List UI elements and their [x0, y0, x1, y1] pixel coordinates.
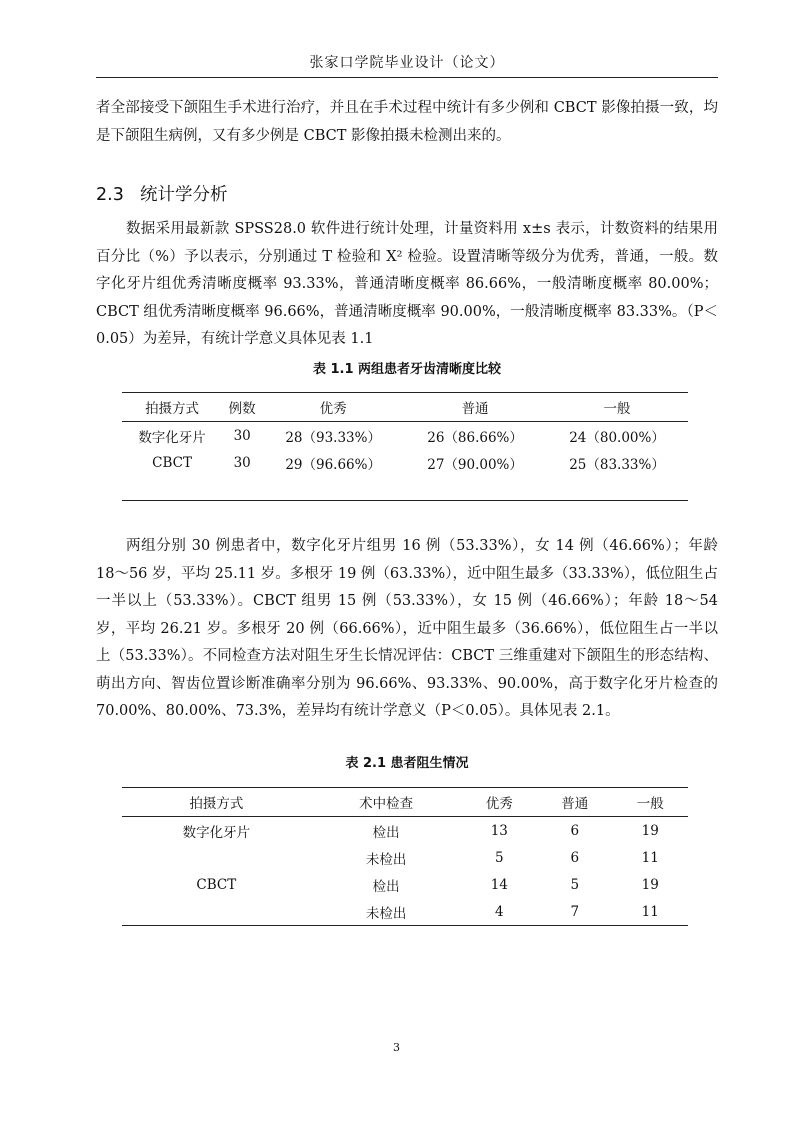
table-cell: 27（90.00%） [427, 456, 523, 473]
table-header-cell: 拍摄方式 [122, 393, 222, 422]
table-spacer-row [122, 476, 688, 501]
table-cell: 25（83.33%） [569, 456, 665, 473]
table-header-cell: 拍摄方式 [122, 788, 311, 817]
table-row [122, 449, 688, 476]
table-cell: 检出 [372, 824, 400, 841]
table-cell: CBCT [196, 876, 237, 893]
table-clarity-comparison [122, 392, 688, 501]
section-title: 统计学分析 [140, 185, 228, 205]
table-row [122, 422, 688, 450]
results-paragraph-text: 两组分别 30 例患者中，数字化牙片组男 16 例（53.33%），女 14 例（46.66%）；年龄 18～56 岁，平均 25.11 岁。多根牙 19 例（63.33%），近中阻生最多（33.33%），低位阻生占一半以上（53.33%）。CBCT 组男 15 例（53.33%），女 15 例（46.66%）；年龄 18～54 岁，平均 26.21 岁。多根牙 20 例（66.66%），近中阻生最多（36.66%），低位阻生占一半以上（53.33%）。不同检查方法对阻生牙生长情况评估：CBCT 三维重建对下颌阻生的形态结构、萌出方向、智齿位置诊断准确率分别为 96.66%、93.33%、90.00%，高于数字化牙片检查的 70.00%、80.00%、73.3%，差异均有统计学意义（P＜0.05）。具体见表 2.1。 [96, 538, 718, 719]
table-header-cell: 一般 [612, 788, 688, 817]
table-cell: 14 [490, 876, 508, 893]
stats-paragraph [96, 216, 718, 354]
table-header-cell: 优秀 [462, 788, 537, 817]
table-cell: 4 [495, 903, 504, 920]
table-cell: 30 [233, 454, 251, 471]
table-cell: 13 [490, 822, 508, 839]
stats-paragraph-text: 数据采用最新款 SPSS28.0 软件进行统计处理，计量资料用 x±s 表示，计数资料的结果用百分比（%）予以表示，分别通过 T 检验和 X² 检验。设置清晰等级分为优秀，普通，一般。数字化牙片组优秀清晰度概率 93.33%，普通清晰度概率 86.66%，一般清晰度概率 80.00%；CBCT 组优秀清晰度概率 96.66%，普通清晰度概率 90.00%，一般清晰度概率 83.33%。（P＜0.05）为差异，有统计学意义具体见表 1.1 [96, 221, 718, 347]
table-cell: 数字化牙片 [138, 429, 206, 446]
table-cell: 24（80.00%） [569, 429, 665, 446]
results-paragraph [96, 533, 718, 726]
table-cell: 数字化牙片 [182, 824, 251, 841]
table-header-row [122, 393, 688, 422]
table-row [122, 871, 688, 898]
table-header-cell: 例数 [222, 393, 262, 422]
table-cell: CBCT [152, 454, 192, 471]
table-cell: 7 [570, 903, 580, 920]
table-row [122, 844, 688, 871]
table-cell: 30 [233, 427, 251, 444]
intro-paragraph [96, 95, 718, 150]
page-number: 3 [393, 1041, 400, 1054]
intro-paragraph-text: 者全部接受下颌阻生手术进行治疗，并且在手术过程中统计有多少例和 CBCT 影像拍摄一致，均是下颌阻生病例，又有多少例是 CBCT 影像拍摄未检测出来的。 [96, 100, 718, 144]
table-header-cell: 一般 [546, 393, 688, 422]
table-cell: 6 [570, 849, 580, 866]
table-cell: 28（93.33%） [285, 429, 381, 446]
table-cell: 19 [641, 876, 659, 893]
table-cell: 29（96.66%） [285, 456, 381, 473]
table-cell: 5 [570, 876, 580, 893]
table-header-row [122, 788, 688, 817]
section-number: 2.3 [96, 185, 124, 205]
table-cell: 11 [641, 849, 659, 866]
table-cell: 检出 [372, 878, 400, 895]
table-cell [122, 844, 311, 871]
table-cell [122, 898, 311, 926]
table-cell: 11 [641, 903, 659, 920]
table-cell: 26（86.66%） [427, 429, 523, 446]
table-row [122, 817, 688, 845]
table-header-cell: 优秀 [262, 393, 404, 422]
table-cell: 5 [495, 849, 504, 866]
table-header-cell: 普通 [404, 393, 546, 422]
table-row [122, 898, 688, 926]
table-cell: 19 [641, 822, 659, 839]
table-impaction-status [122, 787, 688, 926]
table-cell: 未检出 [365, 905, 407, 922]
table2-caption: 表 2.1 患者阻生情况 [345, 756, 469, 771]
table-cell: 未检出 [365, 851, 407, 868]
table-header-cell: 普通 [537, 788, 612, 817]
section-heading [96, 181, 228, 206]
running-header: 张家口学院毕业设计（论文） [309, 55, 505, 71]
table-header-cell: 术中检查 [311, 788, 462, 817]
table-cell: 6 [570, 822, 580, 839]
table1-caption: 表 1.1 两组患者牙齿清晰度比较 [312, 362, 502, 377]
header-divider [96, 77, 718, 78]
